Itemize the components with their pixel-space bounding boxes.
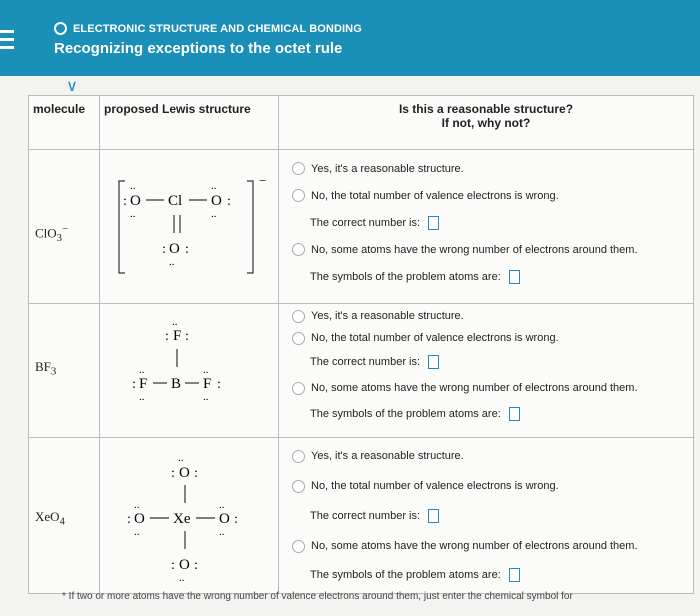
dot-lp: : [194, 558, 198, 573]
atom-o-left: O [130, 193, 141, 209]
lewis-structure-clo3 [101, 151, 271, 297]
atom-o-top: O [179, 465, 190, 481]
subject-line [54, 22, 362, 35]
atom-o-right: O [219, 511, 230, 527]
lewis-cell [100, 304, 279, 438]
atom-f-right: F [203, 376, 212, 392]
radio-button[interactable] [292, 310, 305, 323]
dot-bottom: .. [130, 208, 136, 220]
problem-atoms-line: The symbols of the problem atoms are: [310, 561, 692, 589]
atom-xe: Xe [173, 511, 191, 527]
question-line-1: Is this a reasonable structure? [398, 102, 574, 116]
radio-button[interactable] [292, 162, 305, 175]
option-wrong-atoms[interactable]: No, some atoms have the wrong number of electrons around them. [292, 531, 692, 561]
option-wrong-total[interactable]: No, the total number of valence electrons is wrong. [292, 327, 692, 349]
dot-lp: : [194, 466, 198, 481]
chevron-down-icon[interactable]: ∨ [66, 78, 78, 95]
atom-o-bottom: O [179, 557, 190, 573]
answer-cell [279, 304, 694, 438]
option-reasonable[interactable]: Yes, it's a reasonable structure. [292, 305, 692, 327]
atom-cl: Cl [168, 193, 183, 209]
dot-lp: : [123, 194, 127, 209]
dot-lp: : [127, 512, 131, 527]
dot-top: .. [219, 499, 225, 511]
table-row [29, 304, 694, 438]
page-title: Recognizing exceptions to the octet rule [54, 40, 343, 57]
header-molecule: molecule [29, 96, 100, 150]
dot-lp: : [165, 329, 169, 344]
table-row [29, 150, 694, 304]
dot-lp: : [217, 377, 221, 392]
atom-o-left: O [134, 511, 145, 527]
option-wrong-atoms[interactable]: No, some atoms have the wrong number of electrons around them. [292, 236, 692, 263]
radio-button[interactable] [292, 382, 305, 395]
radio-button[interactable] [292, 480, 305, 493]
molecule-formula: ClO$_3$− [35, 223, 69, 244]
radio-button[interactable] [292, 450, 305, 463]
lewis-cell [100, 150, 279, 304]
molecule-cell [29, 438, 100, 594]
option-wrong-atoms[interactable]: No, some atoms have the wrong number of electrons around them. [292, 375, 692, 401]
dot-lp: : [185, 329, 189, 344]
table-header-row [29, 96, 694, 150]
radio-button[interactable] [292, 189, 305, 202]
dot-top: .. [178, 452, 184, 464]
atom-o-right: O [211, 193, 222, 209]
dot-lp: : [185, 242, 189, 257]
dot-bottom: .. [134, 526, 140, 538]
atom-f-left: F [139, 376, 148, 392]
dot-lp: : [132, 377, 136, 392]
top-bar [0, 0, 700, 76]
charge-label: − [259, 173, 267, 188]
molecule-formula: $BF_3$ [35, 359, 57, 378]
correct-number-input[interactable] [428, 216, 439, 230]
correct-number-input[interactable] [428, 509, 439, 523]
molecule-cell [29, 150, 100, 304]
dot-bottom: .. [211, 208, 217, 220]
header [54, 22, 362, 57]
molecule-cell [29, 304, 100, 438]
correct-number-line: The correct number is: [310, 209, 692, 236]
correct-number-input[interactable] [428, 355, 439, 369]
dot-bottom: .. [139, 391, 145, 403]
dot-bottom: .. [179, 572, 185, 584]
dot-top: .. [134, 499, 140, 511]
problem-atoms-line: The symbols of the problem atoms are: [310, 401, 692, 427]
dot-top: .. [211, 180, 217, 192]
dot-top: .. [130, 180, 136, 192]
dot-lp: : [162, 242, 166, 257]
lewis-cell [100, 438, 279, 594]
lewis-structure-bf3 [101, 305, 271, 431]
radio-button[interactable] [292, 540, 305, 553]
dot-bottom: .. [219, 526, 225, 538]
subject-text: ELECTRONIC STRUCTURE AND CHEMICAL BONDING [73, 22, 362, 35]
problem-atoms-line: The symbols of the problem atoms are: [310, 263, 692, 290]
atom-f-top: F [173, 328, 182, 344]
dot-lp: : [234, 512, 238, 527]
dot-lp: : [227, 194, 231, 209]
radio-button[interactable] [292, 332, 305, 345]
atom-b: B [171, 376, 182, 392]
table-row [29, 438, 694, 594]
dot-top: .. [139, 364, 145, 376]
option-reasonable[interactable]: Yes, it's a reasonable structure. [292, 155, 692, 182]
option-reasonable[interactable]: Yes, it's a reasonable structure. [292, 441, 692, 471]
question-line-2: If not, why not? [441, 116, 531, 130]
problem-atoms-input[interactable] [509, 407, 520, 421]
option-wrong-total[interactable]: No, the total number of valence electrons is wrong. [292, 471, 692, 501]
dot-bottom: .. [203, 391, 209, 403]
question-table [28, 95, 694, 594]
menu-icon[interactable] [0, 30, 18, 52]
problem-atoms-input[interactable] [509, 270, 520, 284]
problem-atoms-input[interactable] [509, 568, 520, 582]
dot-bottom: .. [169, 256, 175, 268]
dot-top: .. [172, 316, 178, 328]
progress-circle-icon [54, 22, 67, 35]
answer-cell [279, 438, 694, 594]
dot-top: .. [203, 364, 209, 376]
lewis-structure-xeo4 [101, 439, 271, 587]
bracket-right [247, 181, 253, 273]
atom-o-bottom: O [169, 241, 180, 257]
dot-lp: : [171, 558, 175, 573]
option-wrong-total[interactable]: No, the total number of valence electrons is wrong. [292, 182, 692, 209]
header-question [279, 96, 694, 150]
answer-cell [279, 150, 694, 304]
dot-lp: : [171, 466, 175, 481]
molecule-formula: XeO$_4$ [35, 509, 65, 528]
radio-button[interactable] [292, 243, 305, 256]
footnote: * If two or more atoms have the wrong number of valence electrons around them, just enter the chemical symbol for [62, 591, 573, 602]
header-lewis: proposed Lewis structure [100, 96, 279, 150]
correct-number-line: The correct number is: [310, 349, 692, 375]
correct-number-line: The correct number is: [310, 501, 692, 531]
